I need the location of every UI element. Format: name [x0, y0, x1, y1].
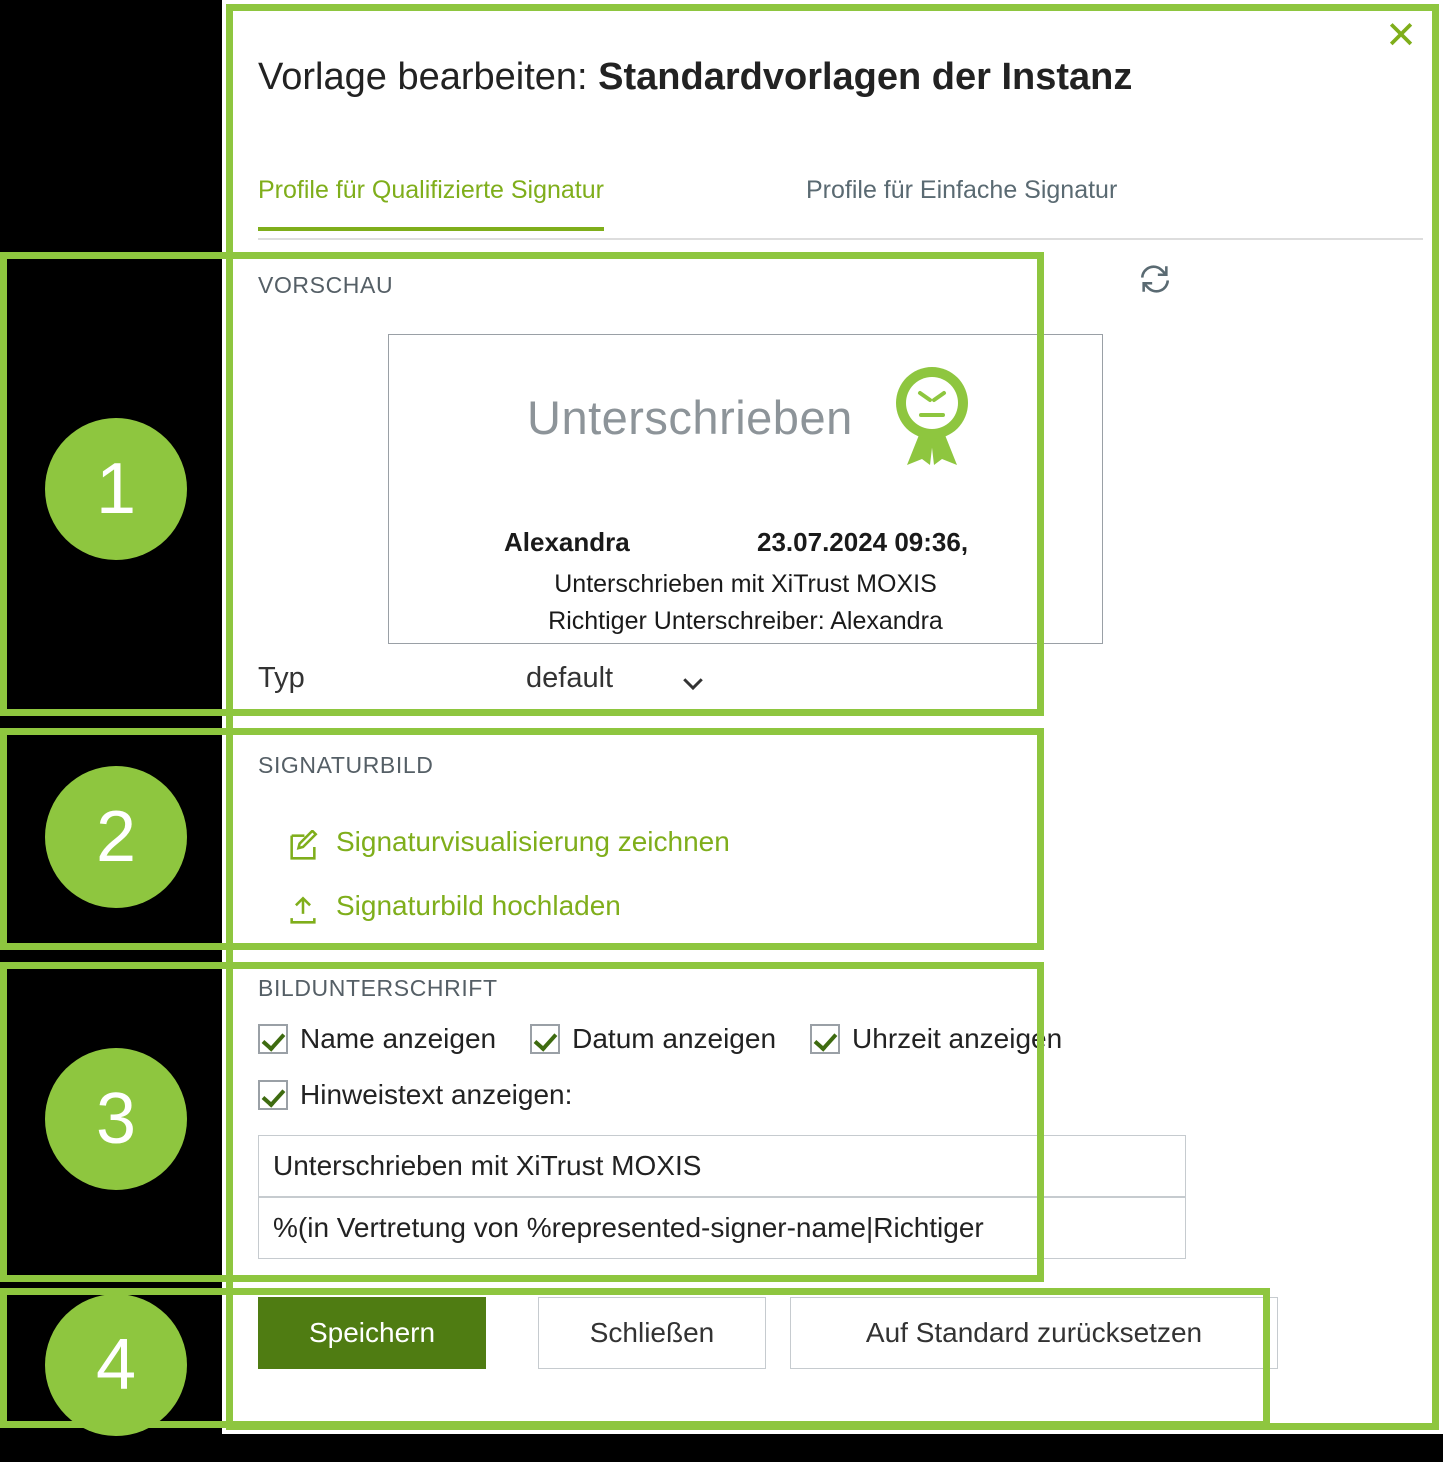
hint-text-input[interactable]: Unterschrieben mit XiTrust MOXIS — [258, 1135, 1186, 1197]
close-icon[interactable]: ✕ — [1385, 15, 1417, 57]
annotation-marker-3: 3 — [45, 1048, 187, 1190]
tab-bar — [258, 168, 1423, 240]
representation-text-input[interactable]: %(in Vertretung von %represented-signer-name|Richtiger — [258, 1197, 1186, 1259]
annotation-marker-2: 2 — [45, 766, 187, 908]
checkbox-show-hint-text-label: Hinweistext anzeigen: — [300, 1079, 573, 1110]
type-label: Typ — [258, 662, 305, 694]
signature-preview-representation: Richtiger Unterschreiber: Alexandra — [548, 607, 943, 635]
caption-checkbox-row-2 — [258, 1079, 606, 1111]
checkbox-show-name[interactable] — [258, 1024, 288, 1054]
type-row — [258, 662, 1218, 708]
tab-simple-signature-profiles[interactable]: Profile für Einfache Signatur — [806, 176, 1118, 204]
signature-preview-box — [388, 334, 1103, 644]
signature-preview-datetime: 23.07.2024 09:36, — [757, 527, 969, 557]
reset-to-default-button[interactable]: Auf Standard zurücksetzen — [790, 1297, 1278, 1369]
page-title-prefix: Vorlage bearbeiten: — [258, 56, 599, 98]
checkbox-show-time[interactable] — [810, 1024, 840, 1054]
checkbox-show-name-label: Name anzeigen — [300, 1023, 497, 1054]
checkbox-show-time-label: Uhrzeit anzeigen — [852, 1023, 1063, 1054]
draw-signature-link[interactable]: Signaturvisualisierung zeichnen — [336, 826, 730, 857]
checkbox-show-hint-text[interactable] — [258, 1080, 288, 1110]
signature-preview-name: Alexandra — [504, 527, 630, 557]
edit-template-dialog — [222, 0, 1443, 1434]
rosette-seal-icon — [889, 365, 975, 465]
preview-section — [258, 272, 1258, 694]
tab-qualified-signature-profiles[interactable]: Profile für Qualifizierte Signatur — [258, 176, 604, 231]
annotation-marker-4: 4 — [45, 1294, 187, 1436]
checkbox-show-date-label: Datum anzeigen — [572, 1023, 777, 1054]
signature-image-section-label: SIGNATURBILD — [258, 752, 434, 778]
chevron-down-icon[interactable] — [678, 668, 708, 698]
refresh-icon[interactable] — [1138, 262, 1172, 296]
signature-preview-word: Unterschrieben — [527, 391, 853, 444]
close-button[interactable]: Schließen — [538, 1297, 766, 1369]
save-button[interactable]: Speichern — [258, 1297, 486, 1369]
caption-section — [258, 975, 1423, 1243]
draw-signature-icon[interactable] — [286, 830, 320, 864]
caption-section-label: BILDUNTERSCHRIFT — [258, 975, 498, 1001]
preview-section-label: VORSCHAU — [258, 272, 394, 298]
page-title-strong: Standardvorlagen der Instanz — [598, 56, 1133, 98]
signature-image-section — [258, 752, 1258, 921]
upload-signature-image-link[interactable]: Signaturbild hochladen — [336, 890, 621, 921]
type-select-value[interactable]: default — [526, 662, 614, 694]
checkbox-show-date[interactable] — [530, 1024, 560, 1054]
signature-preview-hint: Unterschrieben mit XiTrust MOXIS — [554, 570, 937, 598]
page-title — [258, 56, 1132, 99]
annotation-marker-1: 1 — [45, 418, 187, 560]
upload-icon[interactable] — [286, 894, 320, 928]
caption-checkbox-row-1 — [258, 1023, 1096, 1055]
